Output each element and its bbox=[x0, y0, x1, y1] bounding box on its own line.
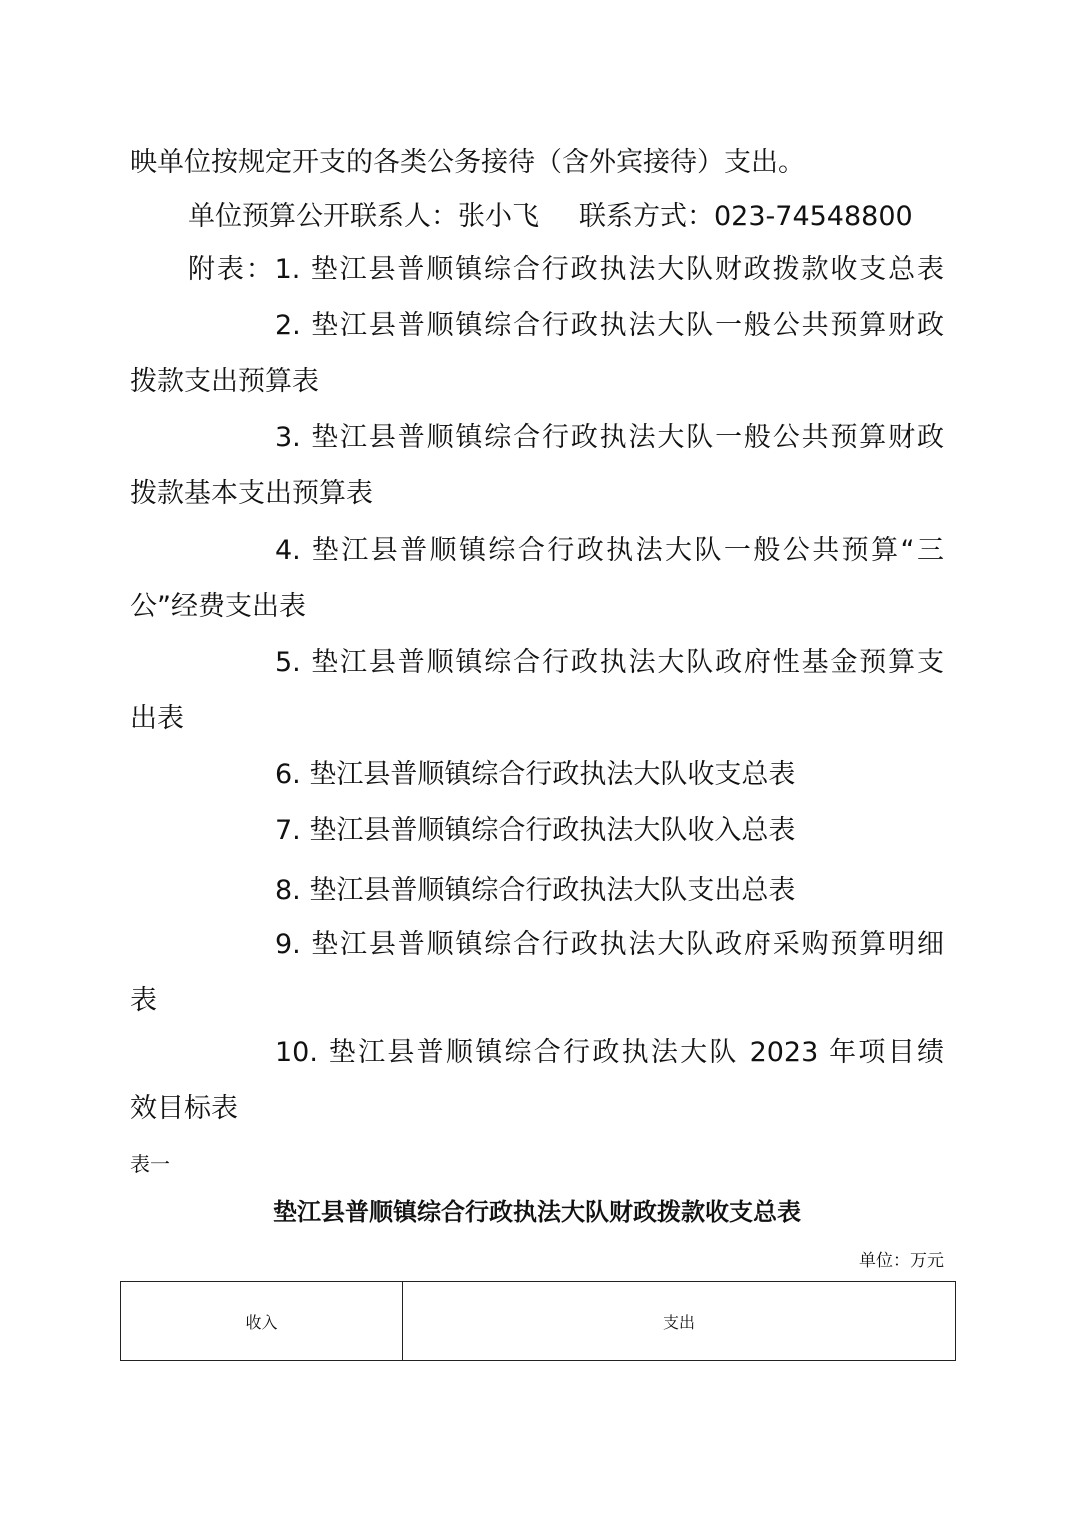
attachment-item-8: 8. 垫江县普顺镇综合行政执法大队支出总表 bbox=[275, 875, 796, 906]
attachment-item-7: 7. 垫江县普顺镇综合行政执法大队收入总表 bbox=[275, 815, 796, 846]
header-income: 收入 bbox=[121, 1282, 403, 1361]
contact-person: 单位预算公开联系人：张小飞 bbox=[188, 201, 539, 232]
attachment-item-4-cont: 公”经费支出表 bbox=[130, 591, 306, 622]
header-expenditure: 支出 bbox=[403, 1282, 956, 1361]
budget-summary-table bbox=[120, 1281, 956, 1361]
table-header-row bbox=[121, 1282, 956, 1361]
contact-method: 联系方式：023-74548800 bbox=[579, 201, 913, 232]
attachment-item-2-cont: 拨款支出预算表 bbox=[130, 366, 319, 397]
table-label: 表一 bbox=[130, 1152, 170, 1176]
attachment-item-5: 5. 垫江县普顺镇综合行政执法大队政府性基金预算支 bbox=[275, 647, 944, 678]
attachment-item-3: 3. 垫江县普顺镇综合行政执法大队一般公共预算财政 bbox=[275, 422, 944, 453]
attachment-item-5-cont: 出表 bbox=[130, 703, 184, 734]
paragraph-reception-line: 映单位按规定开支的各类公务接待（含外宾接待）支出。 bbox=[130, 147, 805, 178]
contact-line bbox=[188, 197, 944, 237]
table-title: 垫江县普顺镇综合行政执法大队财政拨款收支总表 bbox=[273, 1198, 801, 1226]
unit-label: 单位：万元 bbox=[859, 1251, 944, 1271]
attachment-intro: 附表：1. 垫江县普顺镇综合行政执法大队财政拨款收支总表 bbox=[188, 254, 944, 285]
attachment-item-4: 4. 垫江县普顺镇综合行政执法大队一般公共预算“三 bbox=[275, 535, 944, 566]
attachment-item-3-cont: 拨款基本支出预算表 bbox=[130, 478, 373, 509]
attachment-item-10: 10. 垫江县普顺镇综合行政执法大队 2023 年项目绩 bbox=[275, 1037, 944, 1068]
attachment-item-9-cont: 表 bbox=[130, 985, 157, 1016]
attachment-item-6: 6. 垫江县普顺镇综合行政执法大队收支总表 bbox=[275, 759, 796, 790]
attachment-item-2: 2. 垫江县普顺镇综合行政执法大队一般公共预算财政 bbox=[275, 310, 944, 341]
attachment-item-9: 9. 垫江县普顺镇综合行政执法大队政府采购预算明细 bbox=[275, 929, 944, 960]
attachment-item-10-cont: 效目标表 bbox=[130, 1093, 238, 1124]
